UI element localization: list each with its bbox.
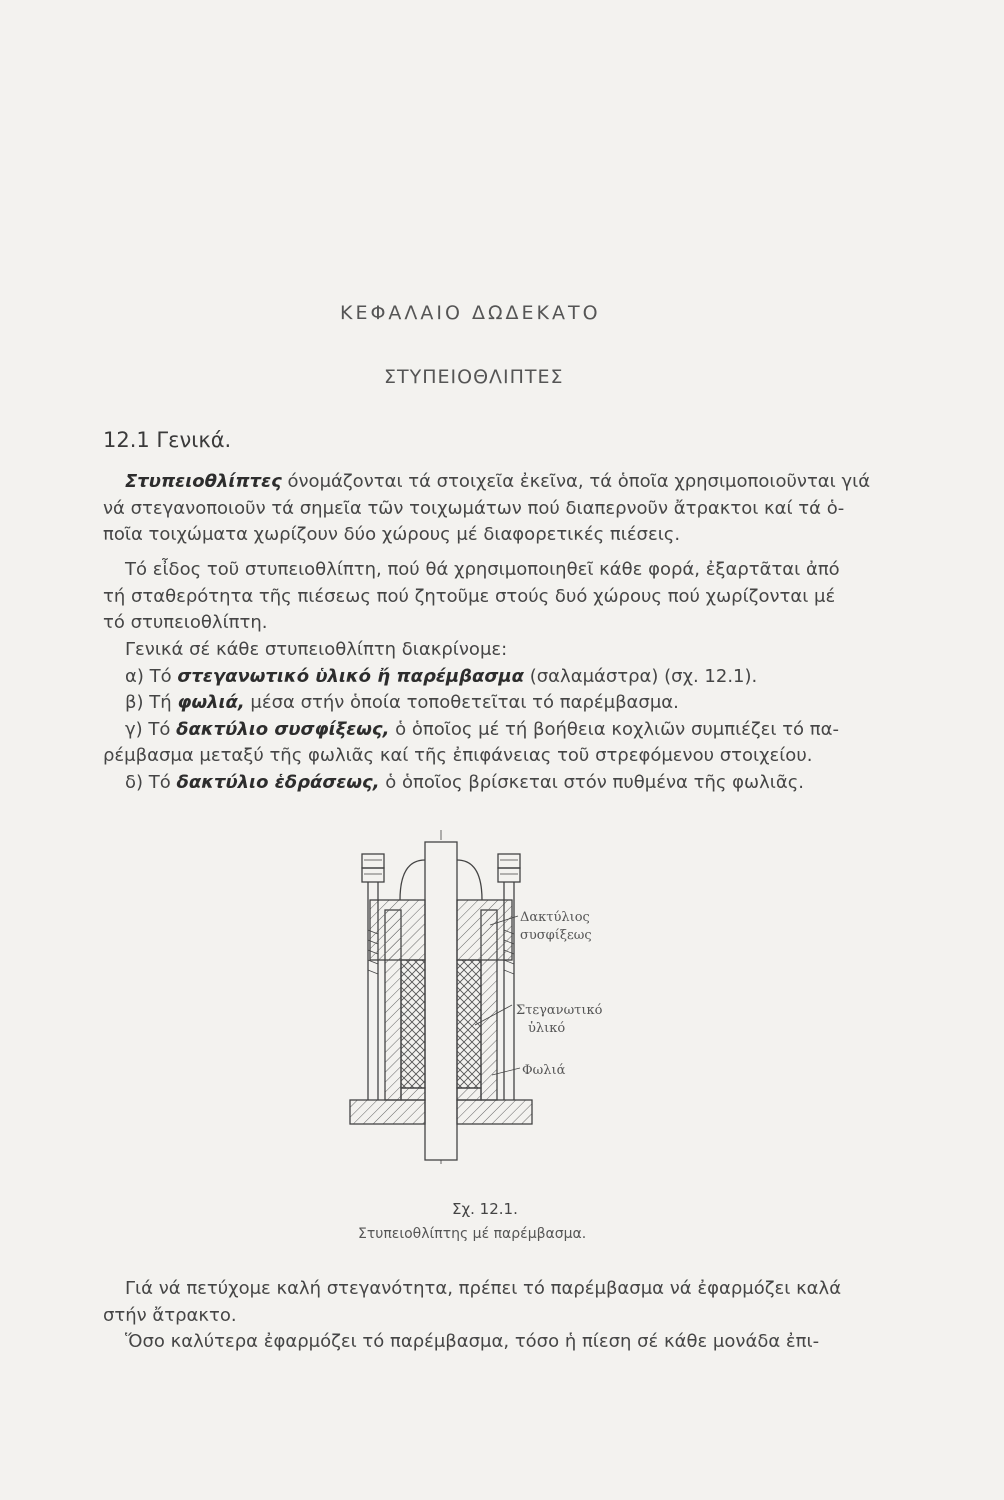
text-span: (σαλαμάστρα) (σχ. 12.1). [524, 665, 758, 687]
list-item-d [103, 770, 888, 797]
list-item-c-continued: ρέμβασμα μεταξύ τῆς φωλιᾶς καί τῆς ἐπιφάνειας τοῦ στρεφόμενου στοιχείου. [103, 745, 813, 766]
text-span: ὁ ὁποῖος μέ τή βοήθεια κοχλιῶν συμπιέζει τό πα- [389, 718, 839, 740]
callout-housing: Φωλιά [522, 1063, 566, 1078]
text-span: δ) Τό [125, 771, 177, 793]
stuffing-box-drawing [340, 830, 640, 1170]
term-gland-ring: δακτύλιο συσφίξεως, [176, 718, 390, 740]
term-packing: στεγανωτικό ὑλικό ἤ παρέμβασμα [177, 665, 525, 687]
parts-list [103, 637, 888, 796]
chapter-title: ΣΤΥΠΕΙΟΘΛΙΠΤΕΣ [384, 366, 564, 388]
callout-text: Στεγανωτικό [516, 1003, 603, 1018]
list-item-b [103, 690, 888, 717]
paragraph-type [103, 557, 888, 637]
term-seat-ring: δακτύλιο ἑδράσεως, [176, 771, 380, 793]
callout-text: ὑλικό [528, 1021, 566, 1036]
section-heading: 12.1 Γενικά. [103, 428, 232, 452]
paragraph-line: Γιά νά πετύχομε καλή στεγανότητα, πρέπει τό παρέμβασμα νά ἐφαρμόζει καλά [125, 1278, 842, 1299]
figure-caption-number: Σχ. 12.1. [452, 1200, 518, 1218]
figure-caption-text: Στυπειοθλίπτης μέ παρέμβασμα. [358, 1226, 587, 1242]
paragraph-line: στήν ἄτρακτο. [103, 1304, 237, 1326]
paragraph-fit [103, 1276, 888, 1356]
list-item-a [103, 664, 888, 691]
text-span: όνομάζονται τά στοιχεῖα ἐκεῖνα, τά ὁποῖα χρησιμοποιοῦνται γιά [281, 471, 871, 492]
callout-packing [516, 1002, 602, 1038]
text-span: μέσα στήν ὁποία τοποθετεῖται τό παρέμβασμα. [244, 692, 679, 713]
term-stypeiothliptes: Στυπειοθλίπτες [125, 471, 282, 492]
text-span: β) Τή [125, 692, 178, 713]
paragraph-line: νά στεγανοποιοῦν τά σημεῖα τῶν τοιχωμάτων πού διαπερνοῦν ἄτρακτοι καί τά ὁ- [103, 497, 845, 519]
paragraph-line: τή σταθερότητα τῆς πιέσεως πού ζητοῦμε στούς δυό χώρους πού χωρίζονται μέ [103, 585, 836, 607]
callout-text: συσφίξεως [520, 928, 592, 943]
chapter-heading: ΚΕΦΑΛΑΙΟ ΔΩΔΕΚΑΤΟ [340, 302, 601, 324]
paragraph-definition [103, 469, 888, 549]
term-housing: φωλιά, [177, 692, 245, 713]
callout-text: Δακτύλιος [520, 910, 590, 925]
paragraph-line: ποῖα τοιχώματα χωρίζουν δύο χώρους μέ διαφορετικές πιέσεις. [103, 524, 681, 545]
paragraph-line: Τό εἶδος τοῦ στυπειοθλίπτη, πού θά χρησιμοποιηθεῖ κάθε φορά, ἐξαρτᾶται ἀπό [125, 559, 840, 580]
paragraph-line: τό στυπειοθλίπτη. [103, 612, 268, 633]
text-span: ὁ ὁποῖος βρίσκεται στόν πυθμένα τῆς φωλιᾶς. [379, 771, 804, 793]
callout-gland-ring [520, 909, 592, 945]
text-span: α) Τό [125, 665, 178, 687]
paragraph-line [103, 469, 888, 496]
paragraph-line: Ὅσο καλύτερα ἐφαρμόζει τό παρέμβασμα, τόσο ἡ πίεση σέ κάθε μονάδα ἐπι- [125, 1331, 820, 1352]
list-item-c [103, 717, 888, 744]
text-span: γ) Τό [125, 718, 177, 740]
list-intro: Γενικά σέ κάθε στυπειοθλίπτη διακρίνομε: [125, 639, 508, 660]
